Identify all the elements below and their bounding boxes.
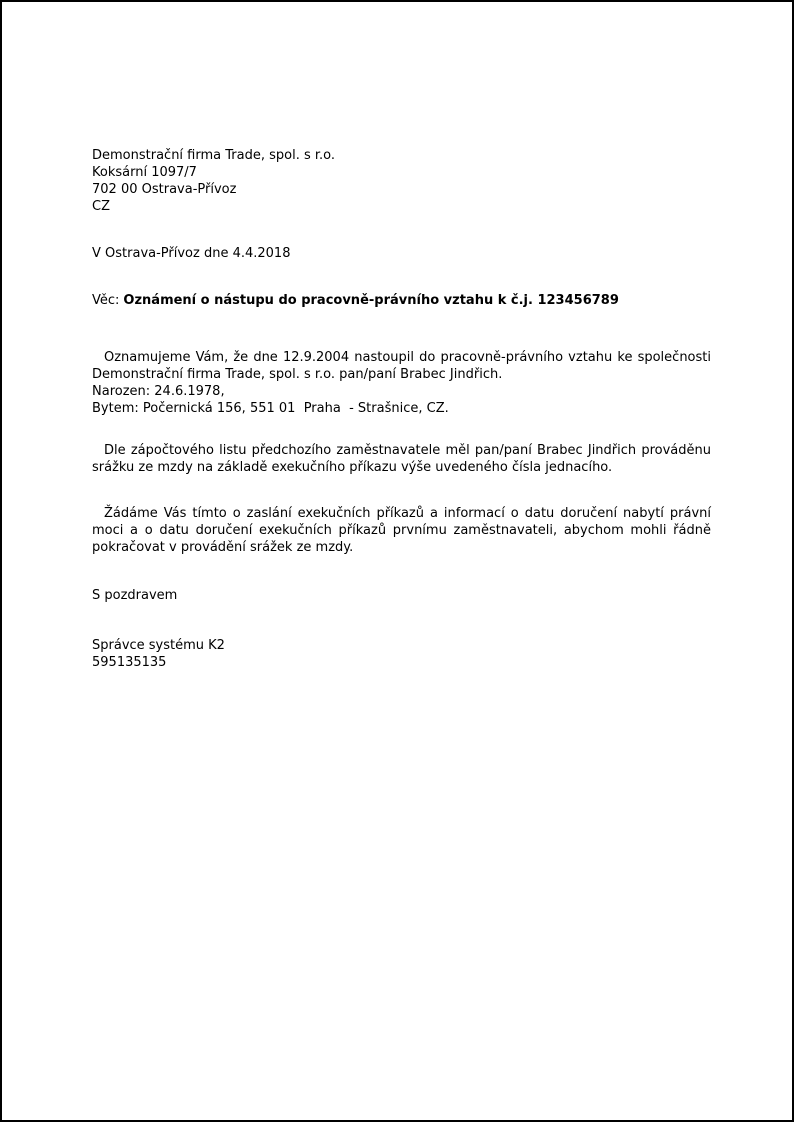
paragraph-request: Žádáme Vás tímto o zaslání exekučních příkazů a informací o datu doručení nabytí právní moci a o datu doručení exekučních příkazů prvnímu zaměstnavateli, abychom mohli řádně pokračovat v provádění srážek ze mzdy. (92, 506, 711, 555)
sender-company-name: Demonstrační firma Trade, spol. s r.o. (92, 148, 336, 163)
paragraph-deduction: Dle zápočtového listu předchozího zaměstnavatele měl pan/paní Brabec Jindřich prováděnu srážku ze mzdy na základě exekučního příkazu výše uvedeného čísla jednacího. (92, 443, 711, 475)
subject-text: Oznámení o nástupu do pracovně-právního vztahu k č.j. 123456789 (123, 293, 619, 308)
signature-phone: 595135135 (92, 655, 167, 670)
sender-city: 702 00 Ostrava-Přívoz (92, 182, 237, 197)
sender-address-block (92, 147, 711, 215)
signature-name: Správce systému K2 (92, 638, 225, 653)
letter-content (2, 2, 792, 671)
closing-salutation: S pozdravem (92, 588, 178, 603)
sender-street: Koksární 1097/7 (92, 165, 197, 180)
place-date-line: V Ostrava-Přívoz dne 4.4.2018 (92, 246, 291, 261)
residence-line: Bytem: Počernická 156, 551 01 Praha - Strašnice, CZ. (92, 401, 449, 416)
subject-line (92, 292, 711, 309)
born-line: Narozen: 24.6.1978, (92, 384, 225, 399)
subject-label: Věc: (92, 293, 120, 308)
sender-country: CZ (92, 199, 110, 214)
signature-block (92, 637, 711, 671)
paragraph-intro-block (92, 349, 711, 417)
paragraph-intro: Oznamujeme Vám, že dne 12.9.2004 nastoupil do pracovně-právního vztahu ke společnosti Demonstrační firma Trade, spol. s r.o. pan/paní Brabec Jindřich. (92, 350, 711, 382)
